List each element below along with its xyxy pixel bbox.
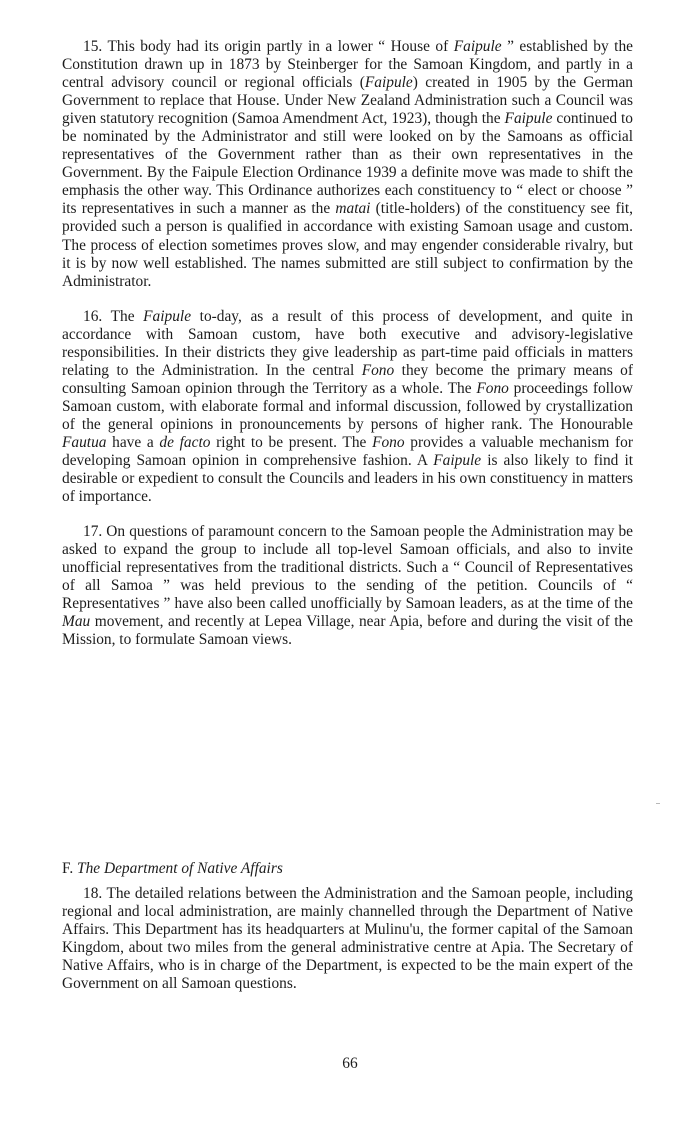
paragraph-15: [62, 38, 633, 291]
italic-term: Faipule: [453, 38, 502, 55]
italic-term: Faipule: [143, 307, 192, 325]
text-run: right to be present. The: [210, 433, 373, 451]
section-heading: [62, 860, 283, 878]
text-run: they become the primary means of consulting Samoan opinion through the Territory as a whole. The: [62, 361, 633, 397]
section-body: [62, 885, 633, 993]
text-run: ” established by the Constitution drawn up in 1873 by Steinberger for the Samoan Kingdom, and partly in a central advisory council or regional officials (: [62, 38, 633, 92]
italic-term: Faipule: [364, 74, 413, 92]
text-run: 18. The detailed relations between the Administration and the Samoan people, including regional and local administration, are mainly channelled through the Department of Native Affairs. This Department has its headquarters at Mulinu'u, the former capital of the Samoan Kingdom, about two miles from the general administrative centre at Apia. The Secretary of Native Affairs, who is in charge of the Department, is expected to be the main expert of the Government on all Samoan questions.: [62, 885, 633, 993]
paragraph-18: [62, 885, 633, 993]
text-run: continued to be nominated by the Administrator and still were looked on by the Samoans as official representatives of the Government rather than as their own representatives in the Government. By the Faipule Election Ordinance 1939 a definite move was made to shift the emphasis the other way. This Ordinance authorizes each constituency to “ elect or choose ” its representatives in such a manner as the: [62, 110, 633, 218]
paragraph-17: [62, 523, 633, 649]
text-run: ) created in 1905 by the German Government to replace that House. Under New Zealand Administration such a Council was given statutory recognition (Samoa Amendment Act, 1923), though the: [62, 74, 633, 128]
section-letter: F.: [62, 860, 74, 877]
italic-term: de facto: [159, 433, 211, 451]
text-run: have a: [106, 433, 160, 451]
italic-term: Fono: [372, 433, 405, 451]
italic-term: matai: [335, 200, 371, 218]
italic-term: Fono: [361, 361, 395, 379]
text-run: to-day, as a result of this process of development, and quite in accordance with Samoan custom, have both executive and advisory-legislative responsibilities. In their districts they give leadership as part-time paid officials in matters relating to the Administration. In the central: [62, 307, 633, 379]
text-run: provides a valuable mechanism for developing Samoan opinion in comprehensive fashion. A: [62, 433, 634, 470]
text-run: (title-holders) of the constituency see fit, provided such a person is qualified in accordance with existing Samoan usage and custom. The process of election sometimes proves slow, and may engender considerable rivalry, but it is by now well established. The names submitted are still subject to confirmation by the Administrator.: [62, 200, 633, 290]
text-run: proceedings follow Samoan custom, with elaborate formal and informal discussion, followed by crystallization of the general opinions in pronouncements by persons of higher rank. The Honourable: [62, 379, 633, 433]
italic-term: Mau: [62, 613, 91, 631]
text-run: 15. This body had its origin partly in a lower “ House of: [83, 38, 454, 55]
page-number: 66: [342, 1055, 358, 1072]
document-body: [62, 38, 633, 650]
italic-term: Fautua: [62, 433, 107, 451]
text-run: movement, and recently at Lepea Village, near Apia, before and during the visit of the Mission, to formulate Samoan views.: [62, 613, 633, 649]
text-run: 16. The: [83, 307, 144, 325]
text-run: 17. On questions of paramount concern to the Samoan people the Administration may be asked to expand the group to include all top-level Samoan officials, and also to invite unofficial representatives from the traditional districts. Such a “ Council of Representatives of all Samoa ” was held previous to the sending of the petition. Councils of “ Representatives ” have also been called unofficially by Samoan leaders, as at the time of the: [62, 523, 633, 613]
italic-term: Faipule: [433, 452, 482, 470]
section-title: The Department of Native Affairs: [77, 860, 283, 877]
italic-term: Faipule: [504, 110, 553, 128]
paragraph-16: [62, 308, 633, 507]
italic-term: Fono: [476, 379, 509, 397]
scan-speck: [656, 803, 660, 804]
text-run: is also likely to find it desirable or expedient to consult the Councils and leaders in his own constituency in matters of importance.: [62, 452, 634, 506]
